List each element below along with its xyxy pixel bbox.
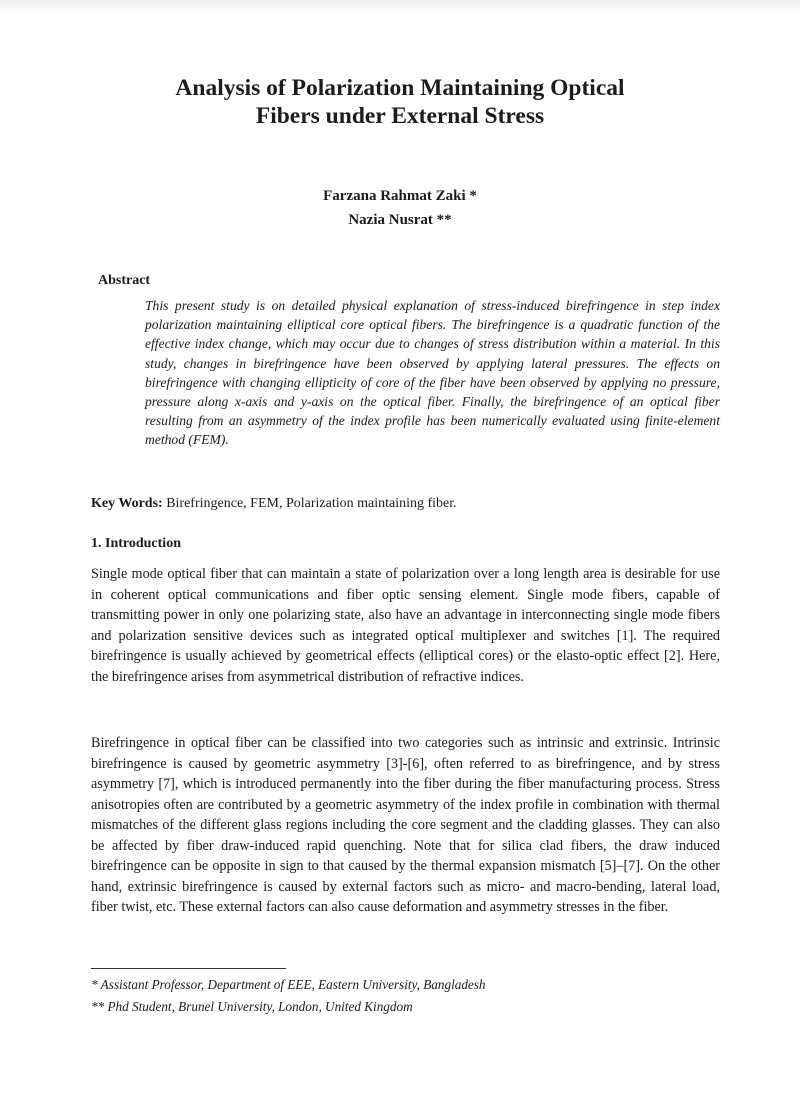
keywords <box>91 495 721 513</box>
footnote-2: ** Phd Student, Brunel University, London, United Kingdom <box>91 999 413 1014</box>
abstract-text: This present study is on detailed physical explanation of stress-induced birefringence in step index polarization maintaining elliptical core optical fibers. The birefringence is a quadratic function of the effective index change, which may occur due to changes of stress distribution within a material. In this study, changes in birefringence have been observed by applying lateral pressures. The effects on birefringence with changing ellipticity of core of the fiber have been observed by applying no pressure, pressure along x-axis and y-axis on the optical fiber. Finally, the birefringence of an optical fiber resulting from an asymmetry of the index profile has been numerically evaluated using finite-element method (FEM). <box>145 298 720 448</box>
introduction-paragraph-2: Birefringence in optical fiber can be classified into two categories such as intrinsic and extrinsic. Intrinsic birefringence is caused by geometric asymmetry [3]-[6], often referred to as birefringence, and by stress asymmetry [7], which is introduced permanently into the fiber during the fiber manufacturing process. Stress anisotropies often are contributed by a geometric asymmetry of the index profile in combination with thermal mismatches of the different glass regions including the core segment and the cladding glasses. They can also be affected by fiber draw-induced rapid quenching. Note that for silica clad fibers, the draw induced birefringence can be opposite in sign to that caused by the thermal expansion mismatch [5]–[7]. On the other hand, extrinsic birefringence is caused by external factors such as micro- and macro-bending, lateral load, fiber twist, etc. These external factors can also cause deformation and asymmetry stresses in the fiber. <box>91 735 720 915</box>
title-line-2: Fibers under External Stress <box>255 103 545 129</box>
abstract-heading: Abstract <box>98 273 151 288</box>
footnote-divider <box>91 968 286 969</box>
keywords-text: Birefringence, FEM, Polarization maintaining fiber. <box>162 496 457 511</box>
author-2: Nazia Nusrat ** <box>348 212 452 228</box>
paper-title <box>100 74 700 130</box>
footnote-1: * Assistant Professor, Department of EEE, Eastern University, Bangladesh <box>91 977 486 992</box>
keywords-label: Key Words: <box>91 496 163 511</box>
title-line-1: Analysis of Polarization Maintaining Optical <box>175 75 625 101</box>
author-1: Farzana Rahmat Zaki * <box>323 188 477 204</box>
introduction-heading: 1. Introduction <box>91 536 181 551</box>
introduction-paragraph-1: Single mode optical fiber that can maintain a state of polarization over a long length area is desirable for use in coherent optical communications and fiber optic sensing element. Single mode fibers, capable of transmitting power in only one polarizing state, also have an advantage in interconnecting single mode fibers and polarization sensitive devices such as integrated optical multiplexer and switches [1]. The required birefringence is usually achieved by geometrical effects (elliptical cores) or the elasto-optic effect [2]. Here, the birefringence arises from asymmetrical distribution of refractive indices. <box>91 566 720 685</box>
scan-edge-shadow <box>0 0 800 12</box>
